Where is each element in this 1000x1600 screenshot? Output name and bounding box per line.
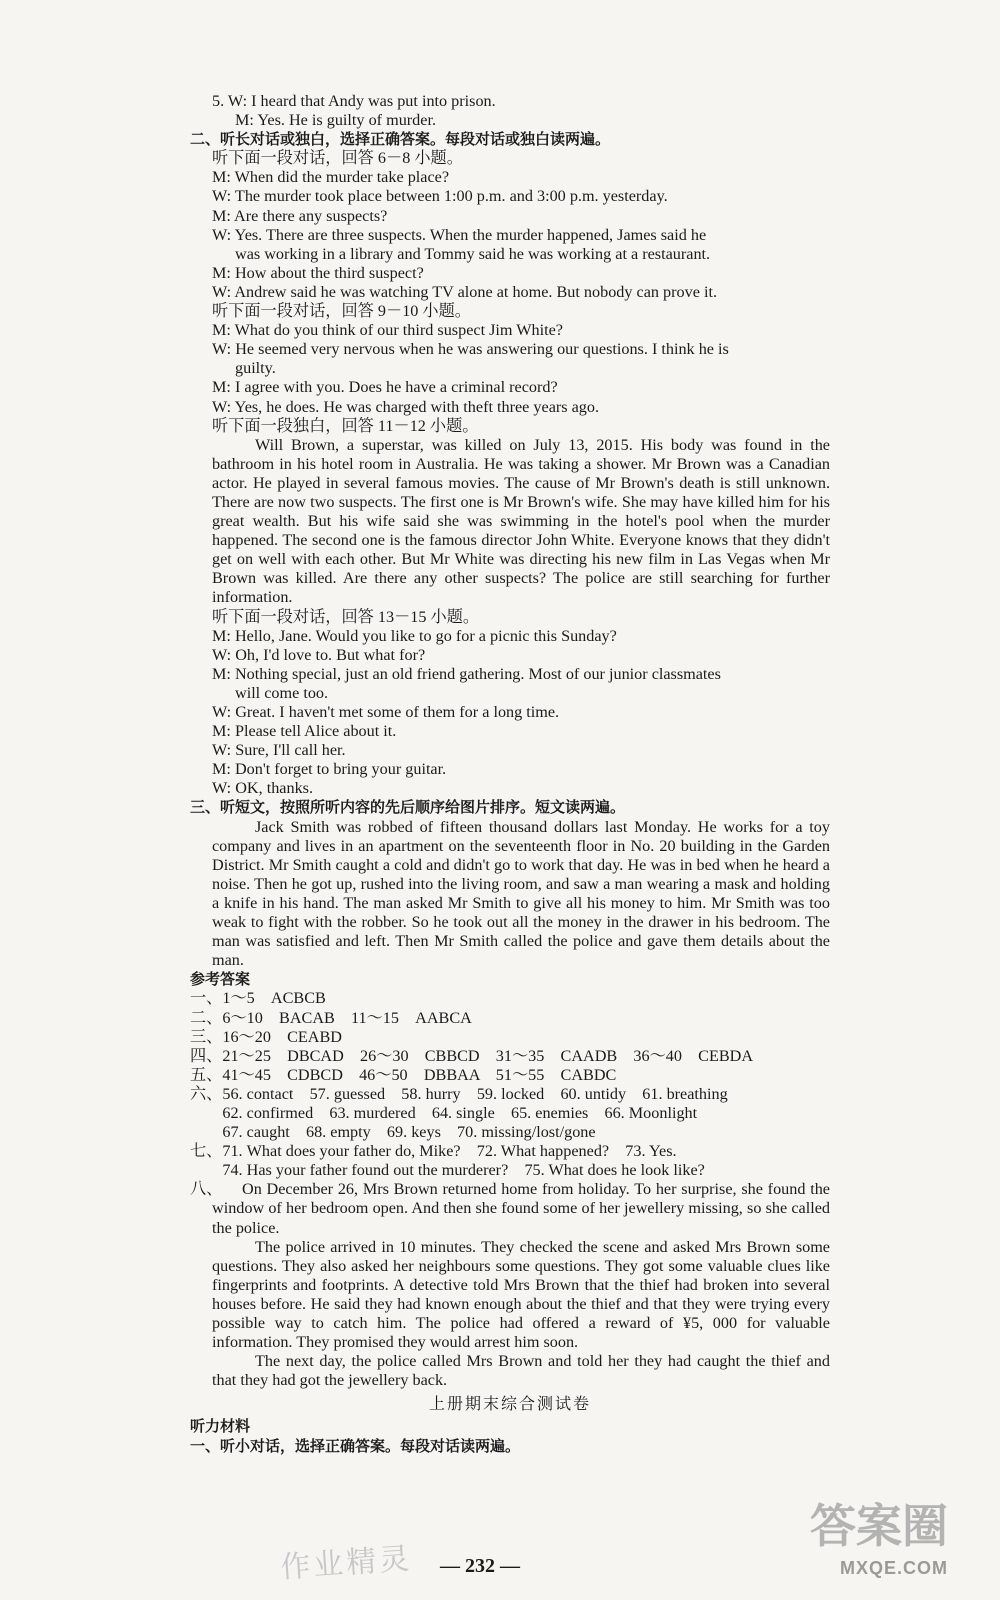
lines-line: 5. W: I heard that Andy was put into prison. [212, 92, 496, 110]
essay-body [212, 1180, 830, 1390]
lines2-line: 三、听短文，按照所听内容的先后顺序给图片排序。短文读两遍。 [190, 798, 626, 817]
essay-paragraph-1: On December 26, Mrs Brown returned home from holiday. To her surprise, she found the window of her bedroom open. And then she found some of her jewellery missing, so she called the police. [212, 1180, 830, 1237]
page-content [190, 92, 830, 1456]
lines-line: 听下面一段对话，回答 6－8 小题。 [212, 149, 463, 168]
lines-line: M: Yes. He is guilty of murder. [235, 111, 436, 130]
lines2-line: M: Please tell Alice about it. [212, 722, 397, 741]
answer-line: 六、56. contact 57. guessed 58. hurry 59. locked 60. untidy 61. breathing [190, 1084, 728, 1103]
short-passage-paragraph: Jack Smith was robbed of fifteen thousand dollars last Monday. He works for a toy company and lives in an apartment on the seventeenth floor in No. 20 building in the Garden District. Mr Smith caught a cold and didn't go to work that day. He was in bed when he heard a noise. Then he got up, rushed into the living room, and saw a man wearing a mask and holding a knife in his hand. The man asked Mr Smith to give all his money to him. Mr Smith was too weak to fight with the robber. So he took out all the money in the drawer in his bedroom. The man was satisfied and left. Then Mr Smith called the police and gave them details about the man. [212, 817, 830, 970]
section-1-instruction: 一、听小对话，选择正确答案。每段对话读两遍。 [190, 1436, 521, 1455]
watermark-logo-text: 答案圈 [810, 1499, 948, 1553]
final-exam-heading: 上册期末综合测试卷 [428, 1394, 591, 1414]
watermark-url: MXQE.COM [840, 1558, 949, 1578]
answer-line: 七、71. What does your father do, Mike? 72. What happened? 73. Yes. [190, 1142, 677, 1161]
lines-line: M: How about the third suspect? [212, 263, 424, 282]
watermark-text-left: 作业精灵 [279, 1541, 414, 1586]
answer-line: 四、21～25 DBCAD 26～30 CBBCD 31～35 CAADB 36～40 CEBDA [190, 1046, 754, 1065]
page-number: — 232 — [440, 1555, 520, 1577]
answer-line: 五、41～45 CDBCD 46～50 DBBAA 51～55 CABDC [190, 1065, 617, 1084]
lines-line: W: He seemed very nervous when he was answering our questions. I think he is [212, 340, 729, 359]
lines-line: W: The murder took place between 1:00 p.m. and 3:00 p.m. yesterday. [212, 187, 668, 206]
lines2-line: M: Nothing special, just an old friend gathering. Most of our junior classmates [212, 664, 721, 683]
lines-line: W: Yes, he does. He was charged with theft three years ago. [212, 397, 600, 416]
lines-line: M: I agree with you. Does he have a criminal record? [212, 378, 558, 397]
lines-line: M: When did the murder take place? [212, 168, 450, 187]
lines-line: 听下面一段对话，回答 9－10 小题。 [212, 302, 471, 321]
lines2-line: W: Sure, I'll call her. [212, 741, 346, 760]
lines2-line: 听下面一段对话，回答 13－15 小题。 [212, 607, 480, 626]
listening-script-part2 [190, 608, 830, 818]
lines-line: 听下面一段独白，回答 11－12 小题。 [212, 416, 479, 435]
answer-line: 一、1～5 ACBCB [190, 989, 326, 1008]
lines-line: M: Are there any suspects? [212, 206, 388, 225]
lines2-line: W: OK, thanks. [212, 779, 314, 798]
answer-list [190, 989, 830, 1180]
answer-line: 62. confirmed 63. murdered 64. single 65. enemies 66. Moonlight [190, 1103, 698, 1122]
listening-script-part1 [190, 92, 830, 436]
essay-block [190, 1180, 830, 1390]
lines-line: 二、听长对话或独白，选择正确答案。每段对话或独白读两遍。 [190, 130, 611, 149]
watermark-logo [800, 1490, 980, 1590]
lines2-line: W: Oh, I'd love to. But what for? [212, 645, 426, 664]
answer-line: 三、16～20 CEABD [190, 1027, 342, 1046]
answer-line: 74. Has your father found out the murderer? 75. What does he look like? [190, 1161, 705, 1180]
lines2-line: will come too. [235, 683, 329, 702]
essay-paragraph-3: The next day, the police called Mrs Brown and told her they had caught the thief and that they had got the jewellery back. [212, 1352, 830, 1390]
lines-line: M: What do you think of our third suspect Jim White? [212, 321, 563, 340]
lines-line: guilty. [235, 359, 276, 378]
answer-line: 67. caught 68. empty 69. keys 70. missing/lost/gone [190, 1123, 596, 1142]
essay-paragraph-2: The police arrived in 10 minutes. They checked the scene and asked Mrs Brown some questions. They also asked her neighbours some questions. They got some valuable clues like fingerprints and footprints. A detective told Mrs Brown that the thief had broken into several houses before. He said they had known enough about the thief and that they were trying every possible way to catch him. The police had offered a reward of ¥5, 000 for valuable information. They promised they would arrest him soon. [212, 1237, 830, 1352]
lines2-line: M: Don't forget to bring your guitar. [212, 760, 447, 779]
lines-line: W: Andrew said he was watching TV alone at home. But nobody can prove it. [212, 282, 717, 301]
essay-label: 八、 [190, 1180, 223, 1199]
monologue-paragraph: Will Brown, a superstar, was killed on July 13, 2015. His body was found in the bathroom in his hotel room in Australia. He was taking a shower. Mr Brown was a Canadian actor. He played in several famous movies. The cause of Mr Brown's death is still unknown. There are now two suspects. The first one is Mr Brown's wife. She may have killed him for his great wealth. But his wife said she was swimming in the hotel's pool when the murder happened. The second one is the famous director John White. Everyone knows that they didn't get on well with each other. But Mr White was directing his new film in Las Vegas when Mr Brown was killed. Are there any other suspects? The police are still searching for further information. [212, 435, 830, 607]
answer-line: 二、6～10 BACAB 11～15 AABCA [190, 1008, 472, 1027]
lines2-line: M: Hello, Jane. Would you like to go for a picnic this Sunday? [212, 626, 617, 645]
lines-line: was working in a library and Tommy said he was working at a restaurant. [235, 244, 711, 263]
answers-heading: 参考答案 [190, 970, 251, 989]
lines2-line: W: Great. I haven't met some of them for a long time. [212, 703, 560, 721]
lines-line: W: Yes. There are three suspects. When the murder happened, James said he [212, 225, 707, 244]
listening-material-label: 听力材料 [190, 1417, 251, 1436]
